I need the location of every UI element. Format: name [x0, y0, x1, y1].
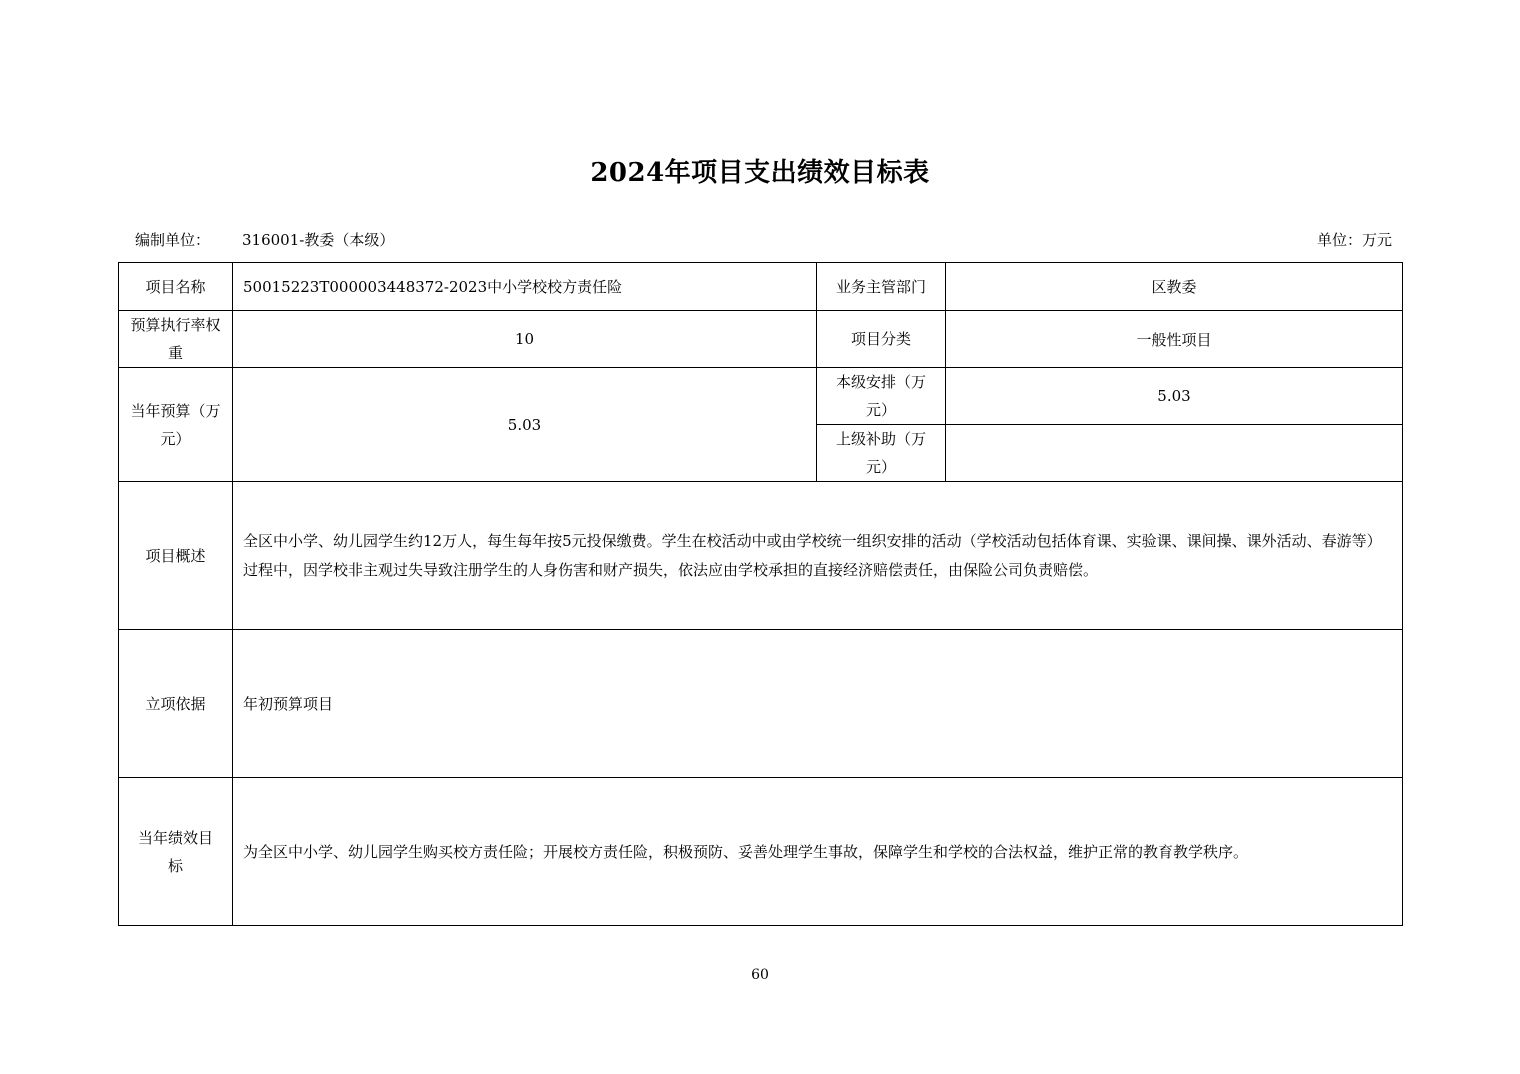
local-arrangement-value: 5.03 — [946, 368, 1403, 425]
table-row-goal — [119, 778, 1403, 926]
compiler-value: 316001-教委（本级） — [242, 231, 395, 249]
department-value: 区教委 — [946, 263, 1403, 311]
goal-label: 当年绩效目标 — [119, 778, 233, 926]
goal-value: 为全区中小学、幼儿园学生购买校方责任险；开展校方责任险，积极预防、妥善处理学生事故，保障学生和学校的合法权益，维护正常的教育教学秩序。 — [233, 778, 1403, 926]
table-row-execution-weight — [119, 311, 1403, 368]
basis-label: 立项依据 — [119, 630, 233, 778]
budget-label: 当年预算（万元） — [119, 368, 233, 482]
project-name-label: 项目名称 — [119, 263, 233, 311]
page-number: 60 — [751, 967, 769, 983]
page-title: 2024年项目支出绩效目标表 — [590, 158, 930, 188]
department-label: 业务主管部门 — [817, 263, 946, 311]
execution-weight-value: 10 — [233, 311, 817, 368]
table-row-budget — [119, 368, 1403, 425]
superior-subsidy-value — [946, 425, 1403, 482]
compiler-label: 编制单位： — [135, 231, 211, 249]
overview-label: 项目概述 — [119, 482, 233, 630]
local-arrangement-label: 本级安排（万元） — [817, 368, 946, 425]
unit-text: 单位：万元 — [1316, 231, 1392, 249]
overview-value: 全区中小学、幼儿园学生约12万人，每生每年按5元投保缴费。学生在校活动中或由学校统一组织安排的活动（学校活动包括体育课、实验课、课间操、课外活动、春游等）过程中，因学校非主观过失导致注册学生的人身伤害和财产损失，依法应由学校承担的直接经济赔偿责任，由保险公司负责赔偿。 — [233, 482, 1403, 630]
performance-goal-table — [118, 262, 1403, 926]
execution-weight-label: 预算执行率权重 — [119, 311, 233, 368]
project-name-value: 50015223T000003448372-2023中小学校校方责任险 — [233, 263, 817, 311]
budget-value: 5.03 — [233, 368, 817, 482]
superior-subsidy-label: 上级补助（万元） — [817, 425, 946, 482]
basis-value: 年初预算项目 — [233, 630, 1403, 778]
category-value: 一般性项目 — [946, 311, 1403, 368]
category-label: 项目分类 — [817, 311, 946, 368]
table-row-project-name — [119, 263, 1403, 311]
table-row-overview — [119, 482, 1403, 630]
table-row-basis — [119, 630, 1403, 778]
